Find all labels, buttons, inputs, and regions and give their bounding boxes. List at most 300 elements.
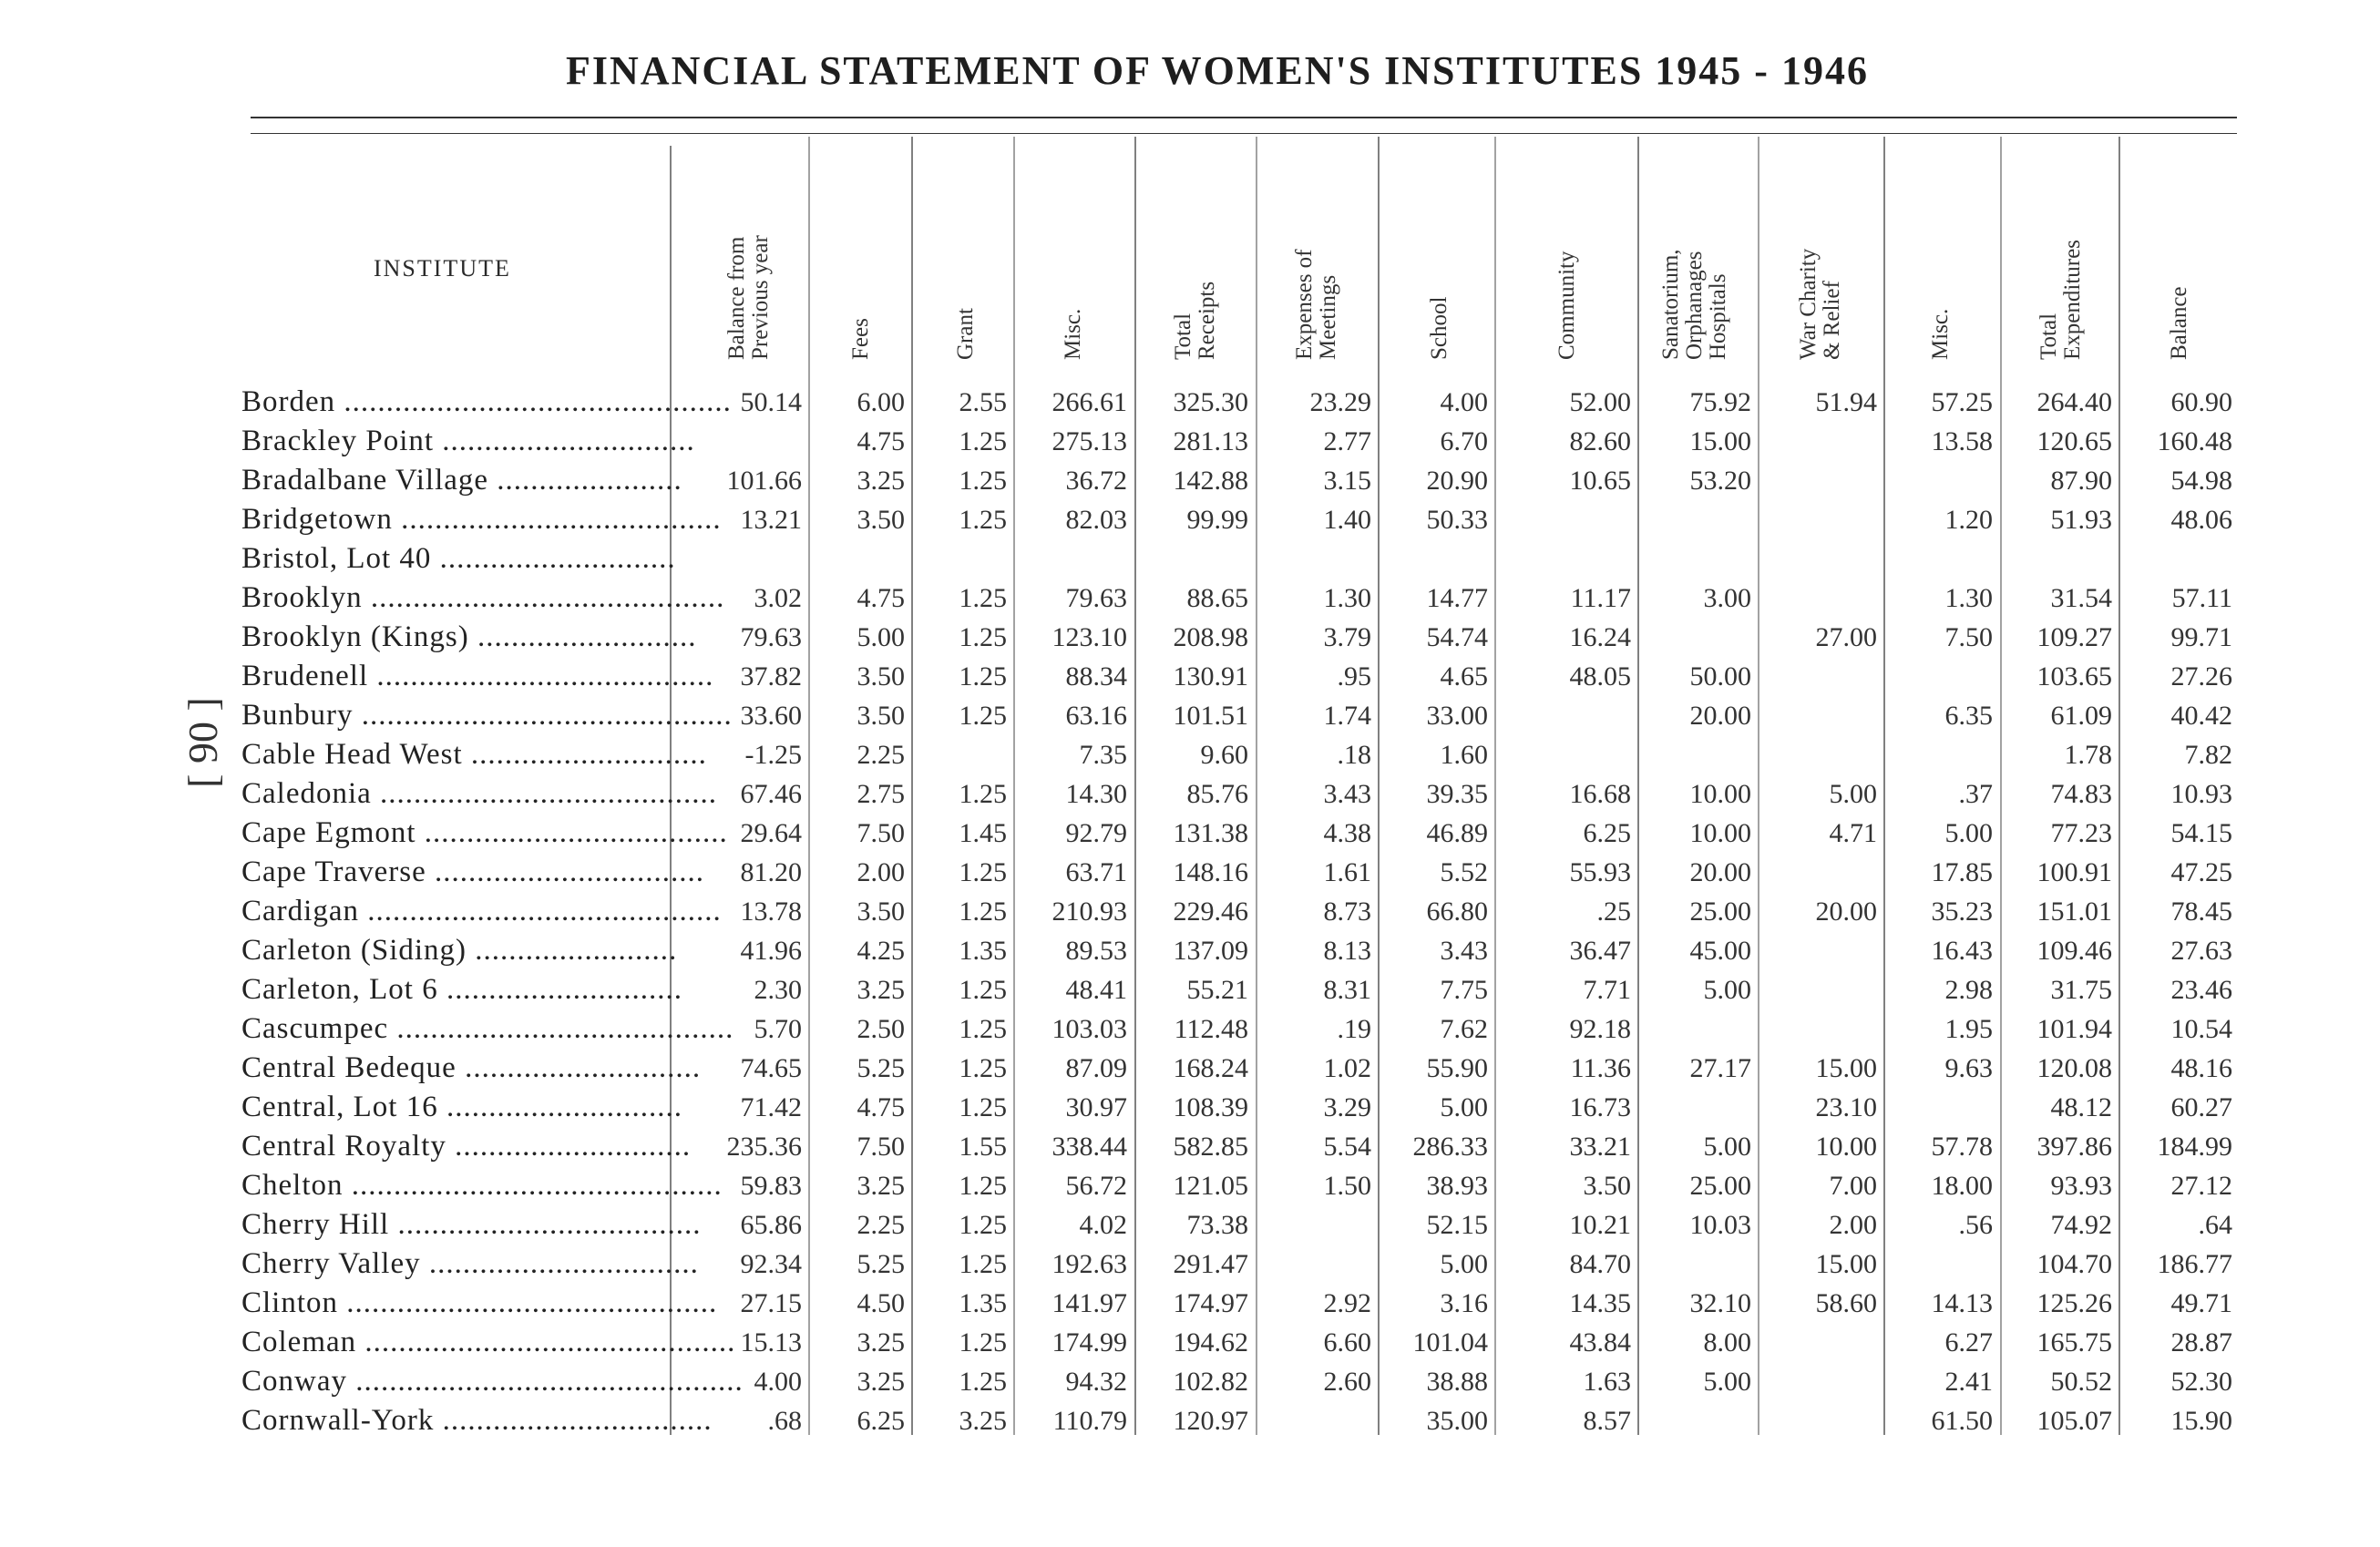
table-cell: 1.02 <box>1323 1053 1371 1083</box>
table-cell: 1.25 <box>959 1327 1007 1357</box>
table-cell: 7.50 <box>857 1132 905 1162</box>
table-cell: 5.00 <box>1703 975 1751 1005</box>
column-header-line: Total <box>2036 312 2061 360</box>
table-cell: 112.48 <box>1174 1014 1248 1044</box>
table-cell: 7.62 <box>1440 1014 1488 1044</box>
institute-name: Caledonia ........................................ <box>241 777 718 810</box>
table-cell: 63.71 <box>1065 857 1127 887</box>
table-cell: .18 <box>1337 740 1371 770</box>
table-cell: 40.42 <box>2170 701 2232 731</box>
table-row <box>0 1245 2380 1284</box>
table-cell: 13.21 <box>740 505 802 535</box>
column-header-line: Grant <box>953 308 978 360</box>
table-cell: 1.61 <box>1323 857 1371 887</box>
table-row <box>0 1284 2380 1323</box>
table-cell: 2.00 <box>1829 1210 1877 1240</box>
column-header-line: Meetings <box>1316 274 1340 360</box>
table-cell: 291.47 <box>1173 1249 1248 1279</box>
table-cell: 55.93 <box>1569 857 1631 887</box>
column-header-line: Hospitals <box>1706 273 1730 360</box>
table-cell: 54.98 <box>2170 466 2232 496</box>
table-cell: 281.13 <box>1173 426 1248 456</box>
column-header <box>1659 178 1730 360</box>
column-header-line: Receipts <box>1195 281 1219 360</box>
table-cell: 10.21 <box>1569 1210 1631 1240</box>
table-cell: 4.50 <box>857 1288 905 1318</box>
table-cell: 2.30 <box>754 975 802 1005</box>
table-cell: 10.00 <box>1689 818 1751 848</box>
table-cell: 4.75 <box>857 426 905 456</box>
institute-name: Chelton ............................................ <box>241 1169 723 1202</box>
table-cell: 174.99 <box>1052 1327 1127 1357</box>
table-cell: 43.84 <box>1569 1327 1631 1357</box>
table-cell: 25.00 <box>1689 896 1751 927</box>
table-cell: 6.25 <box>857 1406 905 1436</box>
table-cell: 93.93 <box>2050 1171 2112 1201</box>
column-header <box>954 178 978 360</box>
table-cell: 36.72 <box>1065 466 1127 496</box>
table-cell: 35.23 <box>1931 896 1993 927</box>
table-cell: 47.25 <box>2170 857 2232 887</box>
table-cell: 82.03 <box>1065 505 1127 535</box>
table-cell: 2.25 <box>857 1210 905 1240</box>
table-cell: 87.09 <box>1065 1053 1127 1083</box>
table-cell: 25.00 <box>1689 1171 1751 1201</box>
table-cell: 2.41 <box>1944 1367 1993 1397</box>
table-cell: 582.85 <box>1173 1132 1248 1162</box>
column-header <box>1929 178 1953 360</box>
table-cell: 3.25 <box>857 1367 905 1397</box>
table-cell: 3.25 <box>857 1327 905 1357</box>
table-cell: 4.00 <box>754 1367 802 1397</box>
table-cell: 20.00 <box>1815 896 1877 927</box>
table-cell: 2.50 <box>857 1014 905 1044</box>
table-cell: 1.25 <box>959 1014 1007 1044</box>
table-cell: 1.35 <box>959 1288 1007 1318</box>
table-cell: 16.43 <box>1931 936 1993 966</box>
institute-name: Cape Traverse ................................ <box>241 855 704 888</box>
table-cell: 99.71 <box>2170 622 2232 652</box>
table-row <box>0 1166 2380 1205</box>
column-header-line: Previous year <box>748 235 773 360</box>
table-cell: 16.73 <box>1569 1092 1631 1122</box>
table-row <box>0 422 2380 461</box>
institute-name: Carleton (Siding) ........................ <box>241 934 678 967</box>
table-cell: 10.54 <box>2170 1014 2232 1044</box>
table-cell: 92.79 <box>1065 818 1127 848</box>
table-cell: 20.00 <box>1689 701 1751 731</box>
institute-name: Carleton, Lot 6 ............................ <box>241 973 682 1006</box>
table-cell: 165.75 <box>2036 1327 2112 1357</box>
table-cell: 48.06 <box>2170 505 2232 535</box>
table-cell: 125.26 <box>2036 1288 2112 1318</box>
table-cell: 1.25 <box>959 505 1007 535</box>
table-cell: 81.20 <box>740 857 802 887</box>
table-cell: 100.91 <box>2036 857 2112 887</box>
table-cell: 7.82 <box>2184 740 2232 770</box>
table-cell: 27.15 <box>740 1288 802 1318</box>
table-cell: 71.42 <box>740 1092 802 1122</box>
institute-name: Bridgetown ...................................... <box>241 503 722 536</box>
table-cell: 142.88 <box>1173 466 1248 496</box>
table-cell: 52.30 <box>2170 1367 2232 1397</box>
table-cell: 1.60 <box>1440 740 1488 770</box>
table-cell: 2.77 <box>1323 426 1371 456</box>
column-header <box>1293 178 1340 360</box>
table-cell: 108.39 <box>1173 1092 1248 1122</box>
institute-name: Cascumpec ........................................ <box>241 1012 734 1045</box>
table-cell: 8.31 <box>1323 975 1371 1005</box>
table-cell: 48.16 <box>2170 1053 2232 1083</box>
table-cell: 160.48 <box>2157 426 2232 456</box>
table-cell: 92.34 <box>740 1249 802 1279</box>
table-cell: 94.32 <box>1065 1367 1127 1397</box>
table-row <box>0 1323 2380 1362</box>
institute-name: Conway .............................................. <box>241 1365 744 1398</box>
column-header <box>2168 178 2191 360</box>
table-cell: 1.25 <box>959 1092 1007 1122</box>
table-cell: 41.96 <box>740 936 802 966</box>
table-cell: 88.34 <box>1065 661 1127 692</box>
table-cell: 210.93 <box>1052 896 1127 927</box>
table-row <box>0 735 2380 774</box>
table-cell: 6.25 <box>1583 818 1631 848</box>
institute-name: Clinton ............................................ <box>241 1286 718 1319</box>
table-cell: 38.93 <box>1426 1171 1488 1201</box>
page-title: FINANCIAL STATEMENT OF WOMEN'S INSTITUTES 1945 - 1946 <box>566 48 1869 93</box>
table-cell: 3.43 <box>1323 779 1371 809</box>
table-cell: 54.74 <box>1426 622 1488 652</box>
table-cell: 3.00 <box>1703 583 1751 613</box>
table-cell: 3.15 <box>1323 466 1371 496</box>
table-cell: 55.21 <box>1186 975 1248 1005</box>
column-header-line: Expenses of <box>1292 249 1317 360</box>
table-cell: 39.35 <box>1426 779 1488 809</box>
table-cell: 4.38 <box>1323 818 1371 848</box>
table-cell: 27.00 <box>1815 622 1877 652</box>
table-cell: 3.25 <box>857 466 905 496</box>
table-row <box>0 1009 2380 1049</box>
table-cell: 23.29 <box>1309 387 1371 417</box>
table-cell: 120.08 <box>2036 1053 2112 1083</box>
table-row <box>0 657 2380 696</box>
table-cell: 1.25 <box>959 1171 1007 1201</box>
table-cell: 73.38 <box>1186 1210 1248 1240</box>
table-cell: 141.97 <box>1052 1288 1127 1318</box>
table-cell: 103.65 <box>2036 661 2112 692</box>
institute-name: Brooklyn .......................................... <box>241 581 725 614</box>
column-header <box>1172 178 1219 360</box>
table-cell: 208.98 <box>1173 622 1248 652</box>
table-cell: 5.25 <box>857 1249 905 1279</box>
table-cell: 50.00 <box>1689 661 1751 692</box>
table-cell: 120.65 <box>2036 426 2112 456</box>
column-header <box>1797 178 1844 360</box>
table-cell: 3.02 <box>754 583 802 613</box>
column-header-line: Sanatorium, <box>1658 249 1683 360</box>
table-cell: .95 <box>1337 661 1371 692</box>
column-header-line: Fees <box>848 318 873 360</box>
table-cell: 14.13 <box>1931 1288 1993 1318</box>
table-cell: 2.00 <box>857 857 905 887</box>
table-cell: 3.25 <box>959 1406 1007 1436</box>
table-cell: 74.83 <box>2050 779 2112 809</box>
table-cell: 104.70 <box>2036 1249 2112 1279</box>
table-cell: 3.50 <box>857 701 905 731</box>
column-header-line: Balance from <box>724 236 749 360</box>
institute-name: Cable Head West ............................ <box>241 738 707 771</box>
table-cell: 137.09 <box>1173 936 1248 966</box>
table-cell: 3.50 <box>857 661 905 692</box>
table-cell: 36.47 <box>1569 936 1631 966</box>
column-header <box>725 178 773 360</box>
table-cell: 266.61 <box>1052 387 1127 417</box>
table-cell: 325.30 <box>1173 387 1248 417</box>
table-cell: 38.88 <box>1426 1367 1488 1397</box>
table-cell: 109.27 <box>2036 622 2112 652</box>
table-cell: 192.63 <box>1052 1249 1127 1279</box>
table-cell: 186.77 <box>2157 1249 2232 1279</box>
table-cell: 1.45 <box>959 818 1007 848</box>
table-cell: 9.63 <box>1944 1053 1993 1083</box>
table-row <box>0 853 2380 892</box>
table-cell: 45.00 <box>1689 936 1751 966</box>
table-cell: 1.95 <box>1944 1014 1993 1044</box>
table-row <box>0 500 2380 539</box>
table-cell: 20.00 <box>1689 857 1751 887</box>
table-cell: 3.50 <box>857 505 905 535</box>
table-cell: 151.01 <box>2036 896 2112 927</box>
table-row <box>0 539 2380 579</box>
table-cell: 7.50 <box>1944 622 1993 652</box>
table-cell: 1.74 <box>1323 701 1371 731</box>
table-cell: 184.99 <box>2157 1132 2232 1162</box>
table-cell: 67.46 <box>740 779 802 809</box>
table-cell: 5.25 <box>857 1053 905 1083</box>
table-cell: 4.71 <box>1829 818 1877 848</box>
table-cell: 48.05 <box>1569 661 1631 692</box>
table-cell: 30.97 <box>1065 1092 1127 1122</box>
table-cell: 57.11 <box>2171 583 2232 613</box>
table-cell: 6.27 <box>1944 1327 1993 1357</box>
table-cell: 33.21 <box>1569 1132 1631 1162</box>
table-cell: 1.78 <box>2064 740 2112 770</box>
table-cell: 49.71 <box>2170 1288 2232 1318</box>
column-header <box>2037 178 2085 360</box>
table-cell: 61.09 <box>2050 701 2112 731</box>
table-cell: 60.90 <box>2170 387 2232 417</box>
table-cell: 6.35 <box>1944 701 1993 731</box>
table-cell: 16.68 <box>1569 779 1631 809</box>
table-cell: 5.00 <box>1703 1132 1751 1162</box>
table-cell: 61.50 <box>1931 1406 1993 1436</box>
table-row <box>0 696 2380 735</box>
table-cell: 27.63 <box>2170 936 2232 966</box>
table-cell: 17.85 <box>1931 857 1993 887</box>
table-cell: 1.25 <box>959 1210 1007 1240</box>
column-header-line: Community <box>1554 251 1579 360</box>
institute-name: Cape Egmont .................................... <box>241 816 728 849</box>
institute-name: Borden .............................................. <box>241 385 732 418</box>
table-cell: 14.35 <box>1569 1288 1631 1318</box>
table-cell: 27.12 <box>2170 1171 2232 1201</box>
table-cell: 10.93 <box>2170 779 2232 809</box>
table-cell: 1.25 <box>959 857 1007 887</box>
table-cell: 2.55 <box>959 387 1007 417</box>
table-row <box>0 579 2380 618</box>
table-cell: 11.17 <box>1570 583 1631 613</box>
table-cell: 397.86 <box>2036 1132 2112 1162</box>
table-cell: 14.30 <box>1065 779 1127 809</box>
table-cell: 109.46 <box>2036 936 2112 966</box>
table-cell: 103.03 <box>1052 1014 1127 1044</box>
table-cell: 9.60 <box>1200 740 1248 770</box>
table-cell: 168.24 <box>1173 1053 1248 1083</box>
column-header-line: War Charity <box>1796 248 1821 360</box>
table-cell: 48.12 <box>2050 1092 2112 1122</box>
table-cell: 275.13 <box>1052 426 1127 456</box>
table-cell: 229.46 <box>1173 896 1248 927</box>
table-cell: 4.65 <box>1440 661 1488 692</box>
table-cell: 15.00 <box>1815 1053 1877 1083</box>
table-cell: 6.60 <box>1323 1327 1371 1357</box>
table-cell: 31.75 <box>2050 975 2112 1005</box>
table-cell: 123.10 <box>1052 622 1127 652</box>
table-cell: 1.55 <box>959 1132 1007 1162</box>
table-row <box>0 1049 2380 1088</box>
table-cell: 23.10 <box>1815 1092 1877 1122</box>
table-cell: 14.77 <box>1426 583 1488 613</box>
column-header-line: Expenditures <box>2060 240 2085 360</box>
table-cell: 264.40 <box>2036 387 2112 417</box>
table-cell: 51.94 <box>1815 387 1877 417</box>
table-cell: 235.36 <box>726 1132 802 1162</box>
top-rule <box>251 117 2237 118</box>
table-cell: 99.99 <box>1186 505 1248 535</box>
table-cell: 3.79 <box>1323 622 1371 652</box>
table-cell: .25 <box>1596 896 1631 927</box>
table-cell: 85.76 <box>1186 779 1248 809</box>
table-cell: 3.25 <box>857 1171 905 1201</box>
table-cell: 2.98 <box>1944 975 1993 1005</box>
table-cell: 35.00 <box>1426 1406 1488 1436</box>
table-cell: 63.16 <box>1065 701 1127 731</box>
table-cell: 74.65 <box>740 1053 802 1083</box>
table-cell: 131.38 <box>1173 818 1248 848</box>
column-header <box>849 178 873 360</box>
table-cell: 60.27 <box>2170 1092 2232 1122</box>
table-cell: 7.00 <box>1829 1171 1877 1201</box>
institute-column-header: INSTITUTE <box>374 255 511 282</box>
table-cell: 3.50 <box>857 896 905 927</box>
table-row <box>0 774 2380 814</box>
table-cell: 3.50 <box>1583 1171 1631 1201</box>
table-cell: 1.25 <box>959 701 1007 731</box>
table-cell: 101.66 <box>726 466 802 496</box>
table-cell: 58.60 <box>1815 1288 1877 1318</box>
institute-name: Central, Lot 16 ............................ <box>241 1091 682 1123</box>
table-cell: 13.78 <box>740 896 802 927</box>
table-cell: 18.00 <box>1931 1171 1993 1201</box>
column-header-line: Total <box>1171 312 1195 360</box>
table-cell: .19 <box>1337 1014 1371 1044</box>
table-cell: 1.25 <box>959 661 1007 692</box>
table-cell: 1.25 <box>959 583 1007 613</box>
column-header-line: Misc. <box>1928 308 1953 360</box>
table-row <box>0 1401 2380 1440</box>
table-cell: 5.00 <box>1829 779 1877 809</box>
table-cell: 1.25 <box>959 779 1007 809</box>
table-cell: 89.53 <box>1065 936 1127 966</box>
table-cell: 101.04 <box>1412 1327 1488 1357</box>
table-cell: 102.82 <box>1173 1367 1248 1397</box>
column-header <box>1428 178 1452 360</box>
institute-name: Bunbury ............................................ <box>241 699 733 732</box>
table-cell: .56 <box>1958 1210 1993 1240</box>
table-cell: 15.00 <box>1689 426 1751 456</box>
table-cell: 1.25 <box>959 622 1007 652</box>
table-cell: 52.00 <box>1569 387 1631 417</box>
table-cell: 1.25 <box>959 975 1007 1005</box>
institute-name: Brackley Point .............................. <box>241 425 695 457</box>
table-cell: 1.40 <box>1323 505 1371 535</box>
institute-name: Brudenell ........................................ <box>241 660 714 692</box>
table-cell: 1.25 <box>959 896 1007 927</box>
table-cell: 7.71 <box>1583 975 1631 1005</box>
table-cell: 1.35 <box>959 936 1007 966</box>
table-cell: 13.58 <box>1931 426 1993 456</box>
table-cell: 121.05 <box>1173 1171 1248 1201</box>
table-cell: 27.26 <box>2170 661 2232 692</box>
table-cell: 5.00 <box>1440 1249 1488 1279</box>
column-header <box>1062 178 1085 360</box>
institute-name: Bradalbane Village ...................... <box>241 464 682 497</box>
table-cell: 4.75 <box>857 1092 905 1122</box>
table-cell: 31.54 <box>2050 583 2112 613</box>
table-cell: 57.25 <box>1931 387 1993 417</box>
table-cell: 6.00 <box>857 387 905 417</box>
table-cell: 1.50 <box>1323 1171 1371 1201</box>
table-cell: 8.57 <box>1583 1406 1631 1436</box>
table-row <box>0 1205 2380 1245</box>
table-cell: 4.25 <box>857 936 905 966</box>
table-cell: 8.00 <box>1703 1327 1751 1357</box>
institute-name: Bristol, Lot 40 ............................ <box>241 542 676 575</box>
table-cell: 10.00 <box>1689 779 1751 809</box>
table-cell: 55.90 <box>1426 1053 1488 1083</box>
column-header-line: Balance <box>2167 286 2191 360</box>
table-cell: 50.52 <box>2050 1367 2112 1397</box>
table-cell: 7.35 <box>1079 740 1127 770</box>
column-header-line: Orphanages <box>1682 251 1707 360</box>
table-cell: 92.18 <box>1569 1014 1631 1044</box>
table-cell: 33.60 <box>740 701 802 731</box>
table-cell: 10.00 <box>1815 1132 1877 1162</box>
table-cell: 54.15 <box>2170 818 2232 848</box>
page-number: [ 90 ] <box>180 697 226 788</box>
table-cell: 3.29 <box>1323 1092 1371 1122</box>
table-cell: 3.16 <box>1440 1288 1488 1318</box>
table-cell: 29.64 <box>740 818 802 848</box>
table-cell: 48.41 <box>1065 975 1127 1005</box>
table-cell: 1.25 <box>959 1053 1007 1083</box>
table-row <box>0 1127 2380 1166</box>
table-cell: .64 <box>2198 1210 2232 1240</box>
table-cell: 15.90 <box>2170 1406 2232 1436</box>
table-cell: 77.23 <box>2050 818 2112 848</box>
table-row <box>0 383 2380 422</box>
institute-name: Cherry Hill .................................... <box>241 1208 702 1241</box>
